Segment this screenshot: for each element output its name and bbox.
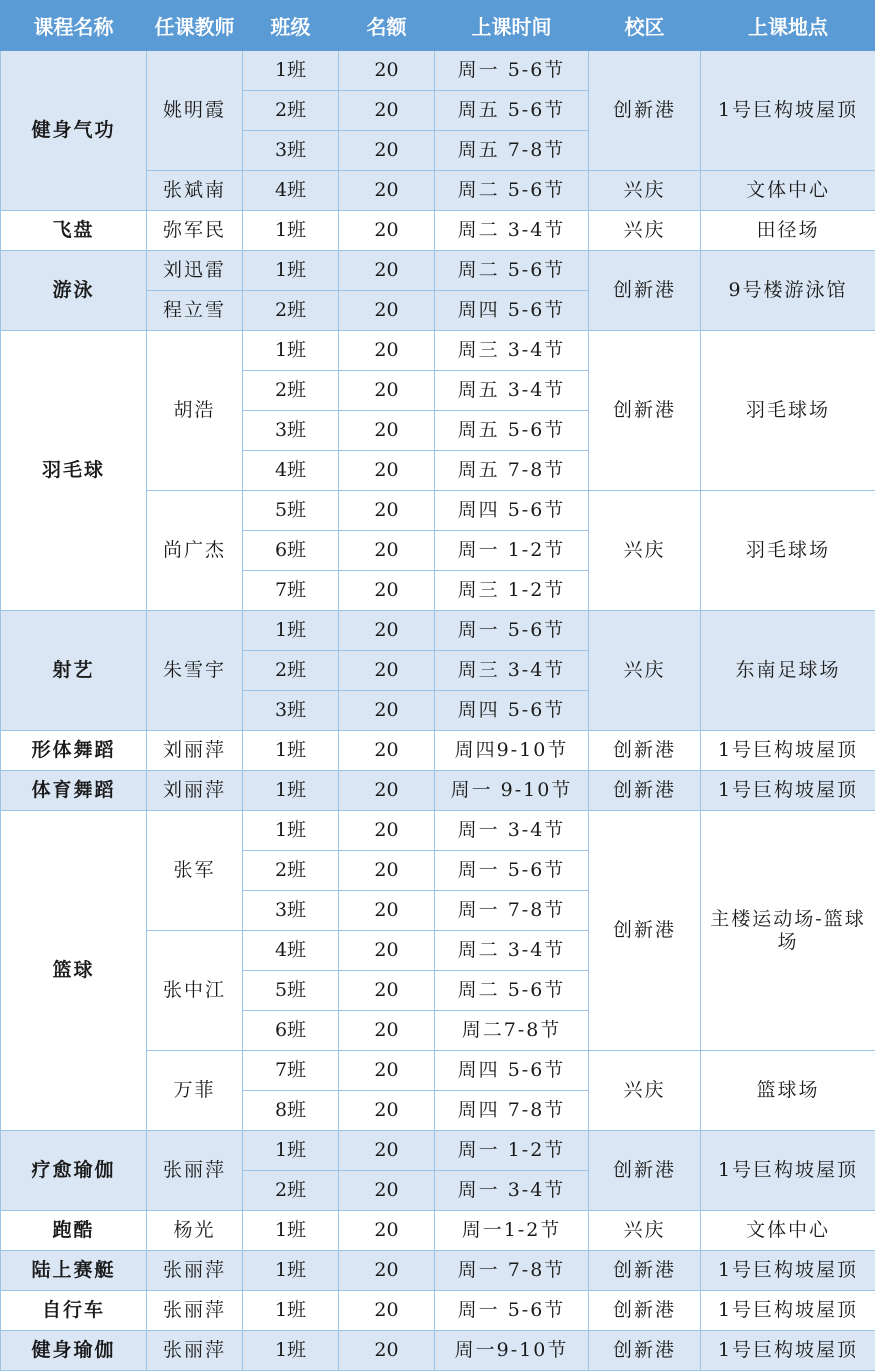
- class-cell: 2班: [243, 91, 339, 131]
- time-cell: 周一 5-6节: [435, 1291, 589, 1331]
- header-class: 班级: [243, 1, 339, 51]
- course-name-cell: 疗愈瑜伽: [1, 1131, 147, 1211]
- quota-cell: 20: [339, 131, 435, 171]
- course-name-cell: 形体舞蹈: [1, 731, 147, 771]
- class-cell: 4班: [243, 931, 339, 971]
- time-cell: 周四 7-8节: [435, 1091, 589, 1131]
- class-cell: 7班: [243, 571, 339, 611]
- place-cell: 1号巨构坡屋顶: [701, 1131, 875, 1211]
- class-cell: 4班: [243, 171, 339, 211]
- table-row: [1, 1331, 875, 1371]
- time-cell: 周四 5-6节: [435, 691, 589, 731]
- quota-cell: 20: [339, 771, 435, 811]
- campus-cell: 创新港: [589, 1251, 701, 1291]
- header-course: 课程名称: [1, 1, 147, 51]
- campus-cell: 创新港: [589, 731, 701, 771]
- time-cell: 周四 5-6节: [435, 491, 589, 531]
- quota-cell: 20: [339, 371, 435, 411]
- table-row: [1, 771, 875, 811]
- quota-cell: 20: [339, 1051, 435, 1091]
- quota-cell: 20: [339, 411, 435, 451]
- table-row: [1, 251, 875, 291]
- class-cell: 3班: [243, 411, 339, 451]
- place-cell: 1号巨构坡屋顶: [701, 731, 875, 771]
- campus-cell: 兴庆: [589, 1211, 701, 1251]
- campus-cell: 兴庆: [589, 611, 701, 731]
- time-cell: 周一 5-6节: [435, 611, 589, 651]
- teacher-cell: 张丽萍: [147, 1291, 243, 1331]
- class-cell: 1班: [243, 251, 339, 291]
- place-cell: 1号巨构坡屋顶: [701, 1251, 875, 1291]
- header-place: 上课地点: [701, 1, 875, 51]
- time-cell: 周一9-10节: [435, 1331, 589, 1371]
- place-cell: 1号巨构坡屋顶: [701, 1331, 875, 1371]
- quota-cell: 20: [339, 691, 435, 731]
- campus-cell: 兴庆: [589, 171, 701, 211]
- teacher-cell: 刘迅雷: [147, 251, 243, 291]
- quota-cell: 20: [339, 211, 435, 251]
- class-cell: 1班: [243, 1211, 339, 1251]
- class-cell: 1班: [243, 611, 339, 651]
- teacher-cell: 尚广杰: [147, 491, 243, 611]
- teacher-cell: 张丽萍: [147, 1251, 243, 1291]
- teacher-cell: 张丽萍: [147, 1131, 243, 1211]
- quota-cell: 20: [339, 1251, 435, 1291]
- quota-cell: 20: [339, 531, 435, 571]
- time-cell: 周二7-8节: [435, 1011, 589, 1051]
- time-cell: 周五 5-6节: [435, 411, 589, 451]
- campus-cell: 创新港: [589, 1291, 701, 1331]
- class-cell: 1班: [243, 771, 339, 811]
- class-cell: 8班: [243, 1091, 339, 1131]
- quota-cell: 20: [339, 291, 435, 331]
- quota-cell: 20: [339, 1171, 435, 1211]
- time-cell: 周五 3-4节: [435, 371, 589, 411]
- time-cell: 周三 1-2节: [435, 571, 589, 611]
- campus-cell: 创新港: [589, 1131, 701, 1211]
- class-cell: 1班: [243, 211, 339, 251]
- class-cell: 7班: [243, 1051, 339, 1091]
- time-cell: 周二 5-6节: [435, 971, 589, 1011]
- quota-cell: 20: [339, 1211, 435, 1251]
- quota-cell: 20: [339, 571, 435, 611]
- class-cell: 1班: [243, 1331, 339, 1371]
- header-campus: 校区: [589, 1, 701, 51]
- place-cell: 1号巨构坡屋顶: [701, 771, 875, 811]
- table-row: [1, 51, 875, 91]
- class-cell: 2班: [243, 1171, 339, 1211]
- teacher-cell: 刘丽萍: [147, 731, 243, 771]
- teacher-cell: 朱雪宇: [147, 611, 243, 731]
- time-cell: 周四9-10节: [435, 731, 589, 771]
- class-cell: 6班: [243, 531, 339, 571]
- place-cell: 文体中心: [701, 171, 875, 211]
- table-row: [1, 211, 875, 251]
- quota-cell: 20: [339, 331, 435, 371]
- quota-cell: 20: [339, 971, 435, 1011]
- place-cell: 田径场: [701, 211, 875, 251]
- class-cell: 3班: [243, 691, 339, 731]
- campus-cell: 创新港: [589, 251, 701, 331]
- table-row: [1, 331, 875, 371]
- class-cell: 3班: [243, 891, 339, 931]
- table-row: [1, 811, 875, 851]
- time-cell: 周一 1-2节: [435, 1131, 589, 1171]
- header-teacher: 任课教师: [147, 1, 243, 51]
- time-cell: 周二 5-6节: [435, 171, 589, 211]
- header-quota: 名额: [339, 1, 435, 51]
- place-cell: 主楼运动场-篮球场: [701, 811, 875, 1051]
- time-cell: 周一 3-4节: [435, 1171, 589, 1211]
- class-cell: 2班: [243, 851, 339, 891]
- class-cell: 1班: [243, 731, 339, 771]
- table-header: [1, 1, 875, 51]
- table-row: [1, 1131, 875, 1171]
- class-cell: 5班: [243, 971, 339, 1011]
- quota-cell: 20: [339, 891, 435, 931]
- time-cell: 周二 3-4节: [435, 211, 589, 251]
- class-cell: 1班: [243, 1131, 339, 1171]
- course-name-cell: 健身气功: [1, 51, 147, 211]
- place-cell: 1号巨构坡屋顶: [701, 1291, 875, 1331]
- teacher-cell: 张斌南: [147, 171, 243, 211]
- quota-cell: 20: [339, 651, 435, 691]
- campus-cell: 创新港: [589, 51, 701, 171]
- place-cell: 篮球场: [701, 1051, 875, 1131]
- class-cell: 1班: [243, 51, 339, 91]
- header-time: 上课时间: [435, 1, 589, 51]
- time-cell: 周五 7-8节: [435, 131, 589, 171]
- campus-cell: 创新港: [589, 331, 701, 491]
- table-row: [1, 1211, 875, 1251]
- time-cell: 周一 5-6节: [435, 51, 589, 91]
- header-row: [1, 1, 875, 51]
- quota-cell: 20: [339, 1331, 435, 1371]
- time-cell: 周五 5-6节: [435, 91, 589, 131]
- teacher-cell: 刘丽萍: [147, 771, 243, 811]
- campus-cell: 创新港: [589, 811, 701, 1051]
- class-cell: 1班: [243, 331, 339, 371]
- quota-cell: 20: [339, 251, 435, 291]
- class-cell: 2班: [243, 651, 339, 691]
- quota-cell: 20: [339, 931, 435, 971]
- class-cell: 6班: [243, 1011, 339, 1051]
- table-body: [1, 51, 875, 1371]
- course-name-cell: 篮球: [1, 811, 147, 1131]
- class-cell: 4班: [243, 451, 339, 491]
- class-cell: 5班: [243, 491, 339, 531]
- course-name-cell: 羽毛球: [1, 331, 147, 611]
- teacher-cell: 张丽萍: [147, 1331, 243, 1371]
- teacher-cell: 姚明霞: [147, 51, 243, 171]
- course-name-cell: 自行车: [1, 1291, 147, 1331]
- teacher-cell: 杨光: [147, 1211, 243, 1251]
- teacher-cell: 弥军民: [147, 211, 243, 251]
- quota-cell: 20: [339, 491, 435, 531]
- class-cell: 1班: [243, 811, 339, 851]
- teacher-cell: 万菲: [147, 1051, 243, 1131]
- time-cell: 周一1-2节: [435, 1211, 589, 1251]
- time-cell: 周一 7-8节: [435, 1251, 589, 1291]
- table-row: [1, 731, 875, 771]
- quota-cell: 20: [339, 811, 435, 851]
- course-name-cell: 体育舞蹈: [1, 771, 147, 811]
- time-cell: 周三 3-4节: [435, 331, 589, 371]
- quota-cell: 20: [339, 611, 435, 651]
- course-name-cell: 飞盘: [1, 211, 147, 251]
- quota-cell: 20: [339, 1131, 435, 1171]
- place-cell: 1号巨构坡屋顶: [701, 51, 875, 171]
- campus-cell: 兴庆: [589, 211, 701, 251]
- place-cell: 东南足球场: [701, 611, 875, 731]
- table-row: [1, 1291, 875, 1331]
- quota-cell: 20: [339, 1091, 435, 1131]
- quota-cell: 20: [339, 851, 435, 891]
- table-row: [1, 1251, 875, 1291]
- course-name-cell: 陆上赛艇: [1, 1251, 147, 1291]
- time-cell: 周一 9-10节: [435, 771, 589, 811]
- time-cell: 周一 3-4节: [435, 811, 589, 851]
- place-cell: 文体中心: [701, 1211, 875, 1251]
- quota-cell: 20: [339, 731, 435, 771]
- class-cell: 3班: [243, 131, 339, 171]
- time-cell: 周二 5-6节: [435, 251, 589, 291]
- quota-cell: 20: [339, 171, 435, 211]
- time-cell: 周四 5-6节: [435, 1051, 589, 1091]
- time-cell: 周三 3-4节: [435, 651, 589, 691]
- quota-cell: 20: [339, 51, 435, 91]
- course-name-cell: 健身瑜伽: [1, 1331, 147, 1371]
- table-row: [1, 611, 875, 651]
- class-cell: 2班: [243, 371, 339, 411]
- time-cell: 周一 7-8节: [435, 891, 589, 931]
- class-cell: 2班: [243, 291, 339, 331]
- place-cell: 羽毛球场: [701, 491, 875, 611]
- class-cell: 1班: [243, 1291, 339, 1331]
- teacher-cell: 张军: [147, 811, 243, 931]
- quota-cell: 20: [339, 1011, 435, 1051]
- time-cell: 周四 5-6节: [435, 291, 589, 331]
- campus-cell: 兴庆: [589, 1051, 701, 1131]
- quota-cell: 20: [339, 451, 435, 491]
- place-cell: 9号楼游泳馆: [701, 251, 875, 331]
- time-cell: 周五 7-8节: [435, 451, 589, 491]
- teacher-cell: 程立雪: [147, 291, 243, 331]
- campus-cell: 兴庆: [589, 491, 701, 611]
- course-name-cell: 跑酷: [1, 1211, 147, 1251]
- teacher-cell: 胡浩: [147, 331, 243, 491]
- course-name-cell: 射艺: [1, 611, 147, 731]
- time-cell: 周一 1-2节: [435, 531, 589, 571]
- quota-cell: 20: [339, 1291, 435, 1331]
- course-name-cell: 游泳: [1, 251, 147, 331]
- time-cell: 周二 3-4节: [435, 931, 589, 971]
- class-cell: 1班: [243, 1251, 339, 1291]
- quota-cell: 20: [339, 91, 435, 131]
- teacher-cell: 张中江: [147, 931, 243, 1051]
- campus-cell: 创新港: [589, 771, 701, 811]
- campus-cell: 创新港: [589, 1331, 701, 1371]
- time-cell: 周一 5-6节: [435, 851, 589, 891]
- place-cell: 羽毛球场: [701, 331, 875, 491]
